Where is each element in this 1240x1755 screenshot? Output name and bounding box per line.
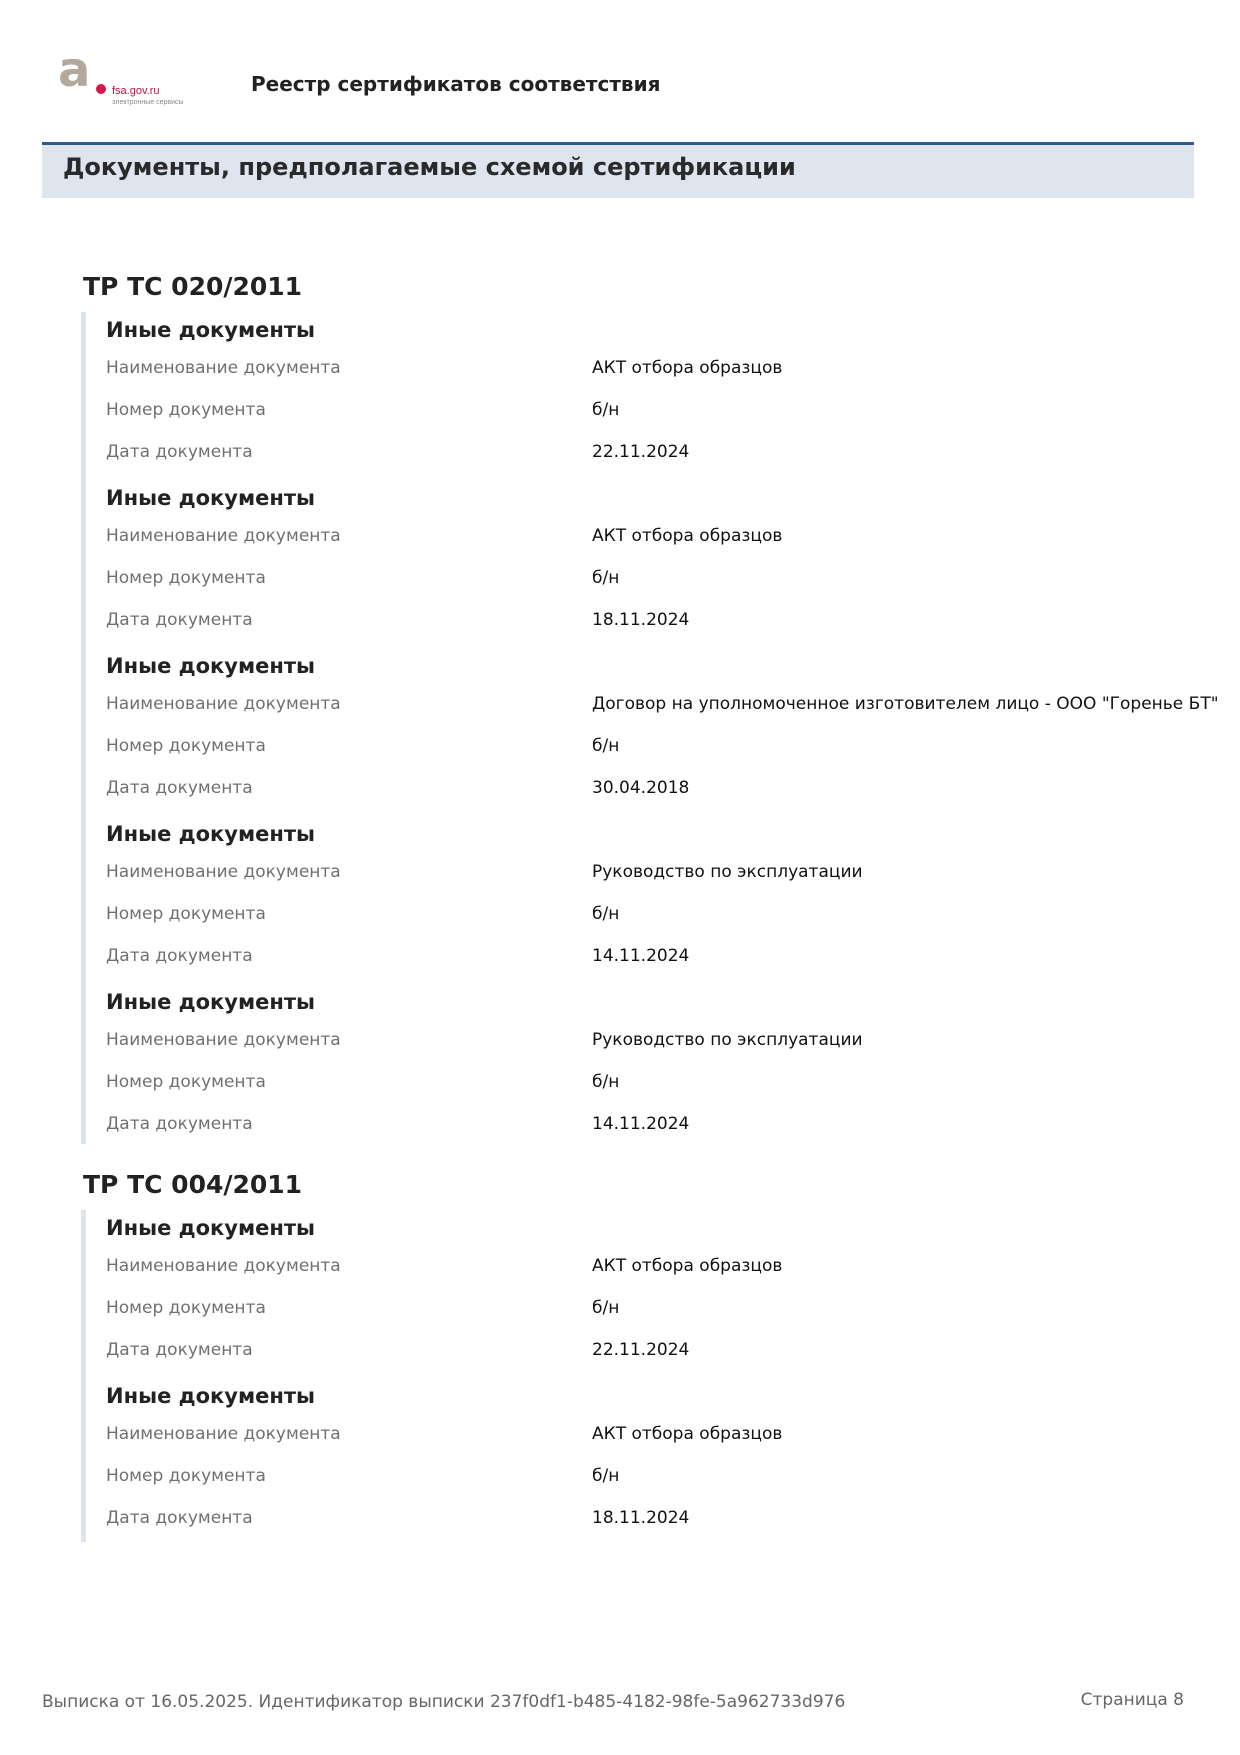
document-number-label: Номер документа: [106, 736, 266, 756]
document-heading: Иные документы: [106, 486, 316, 510]
document-number-value: б/н: [592, 1466, 620, 1486]
document-name-value: АКТ отбора образцов: [592, 358, 783, 378]
logo-subtitle: электронные сервисы: [112, 99, 184, 106]
document-number-value: б/н: [592, 400, 620, 420]
document-entry: [86, 1378, 1181, 1546]
regulation-documents: [81, 1210, 1181, 1542]
document-name-label: Наименование документа: [106, 526, 341, 546]
document-date-value: 30.04.2018: [592, 778, 690, 798]
document-name-label: Наименование документа: [106, 862, 341, 882]
document-date-label: Дата документа: [106, 1508, 253, 1528]
document-date-label: Дата документа: [106, 1340, 253, 1360]
document-entry: [86, 816, 1181, 984]
document-number-value: б/н: [592, 1072, 620, 1092]
fsa-logo[interactable]: [58, 42, 208, 112]
document-date-label: Дата документа: [106, 778, 253, 798]
page-header: [58, 42, 1158, 116]
document-name-value: Договор на уполномоченное изготовителем лицо - ООО "Горенье БТ": [592, 694, 1219, 714]
logo-site-name: fsa.gov.ru: [112, 85, 160, 97]
document-heading: Иные документы: [106, 318, 316, 342]
document-name-label: Наименование документа: [106, 358, 341, 378]
document-date-label: Дата документа: [106, 1114, 253, 1134]
document-heading: Иные документы: [106, 1384, 316, 1408]
document-number-label: Номер документа: [106, 1072, 266, 1092]
document-heading: Иные документы: [106, 654, 316, 678]
document-heading: Иные документы: [106, 990, 316, 1014]
document-name-value: АКТ отбора образцов: [592, 526, 783, 546]
document-date-label: Дата документа: [106, 946, 253, 966]
document-name-value: Руководство по эксплуатации: [592, 862, 863, 882]
document-name-value: АКТ отбора образцов: [592, 1256, 783, 1276]
document-entry: [86, 312, 1181, 480]
document-number-label: Номер документа: [106, 904, 266, 924]
document-date-value: 14.11.2024: [592, 1114, 690, 1134]
logo-dot-icon: [96, 84, 106, 94]
document-entry: [86, 984, 1181, 1152]
document-date-label: Дата документа: [106, 610, 253, 630]
document-name-value: Руководство по эксплуатации: [592, 1030, 863, 1050]
section-header: [42, 142, 1194, 198]
regulation-documents: [81, 312, 1219, 1144]
page-number: Страница 8: [1080, 1690, 1184, 1710]
document-number-label: Номер документа: [106, 568, 266, 588]
document-date-value: 18.11.2024: [592, 1508, 690, 1528]
logo-letter-icon: а: [58, 42, 91, 98]
document-number-value: б/н: [592, 1298, 620, 1318]
extract-footer: Выписка от 16.05.2025. Идентификатор выписки 237f0df1-b485-4182-98fe-5a962733d976: [42, 1692, 846, 1712]
document-number-value: б/н: [592, 736, 620, 756]
document-entry: [86, 480, 1181, 648]
document-name-label: Наименование документа: [106, 1424, 341, 1444]
document-date-value: 22.11.2024: [592, 442, 690, 462]
document-entry: [86, 648, 1219, 816]
registry-title: Реестр сертификатов соответствия: [251, 72, 661, 96]
document-date-label: Дата документа: [106, 442, 253, 462]
document-heading: Иные документы: [106, 822, 316, 846]
document-number-label: Номер документа: [106, 1298, 266, 1318]
document-heading: Иные документы: [106, 1216, 316, 1240]
document-name-label: Наименование документа: [106, 1030, 341, 1050]
document-date-value: 14.11.2024: [592, 946, 690, 966]
document-number-label: Номер документа: [106, 400, 266, 420]
document-date-value: 18.11.2024: [592, 610, 690, 630]
document-name-label: Наименование документа: [106, 694, 341, 714]
section-title: Документы, предполагаемые схемой сертификации: [63, 153, 796, 181]
document-number-value: б/н: [592, 568, 620, 588]
regulation-title: ТР ТС 004/2011: [83, 1170, 303, 1199]
document-entry: [86, 1210, 1181, 1378]
document-number-label: Номер документа: [106, 1466, 266, 1486]
document-number-value: б/н: [592, 904, 620, 924]
document-name-label: Наименование документа: [106, 1256, 341, 1276]
document-name-value: АКТ отбора образцов: [592, 1424, 783, 1444]
regulation-title: ТР ТС 020/2011: [83, 272, 303, 301]
document-date-value: 22.11.2024: [592, 1340, 690, 1360]
